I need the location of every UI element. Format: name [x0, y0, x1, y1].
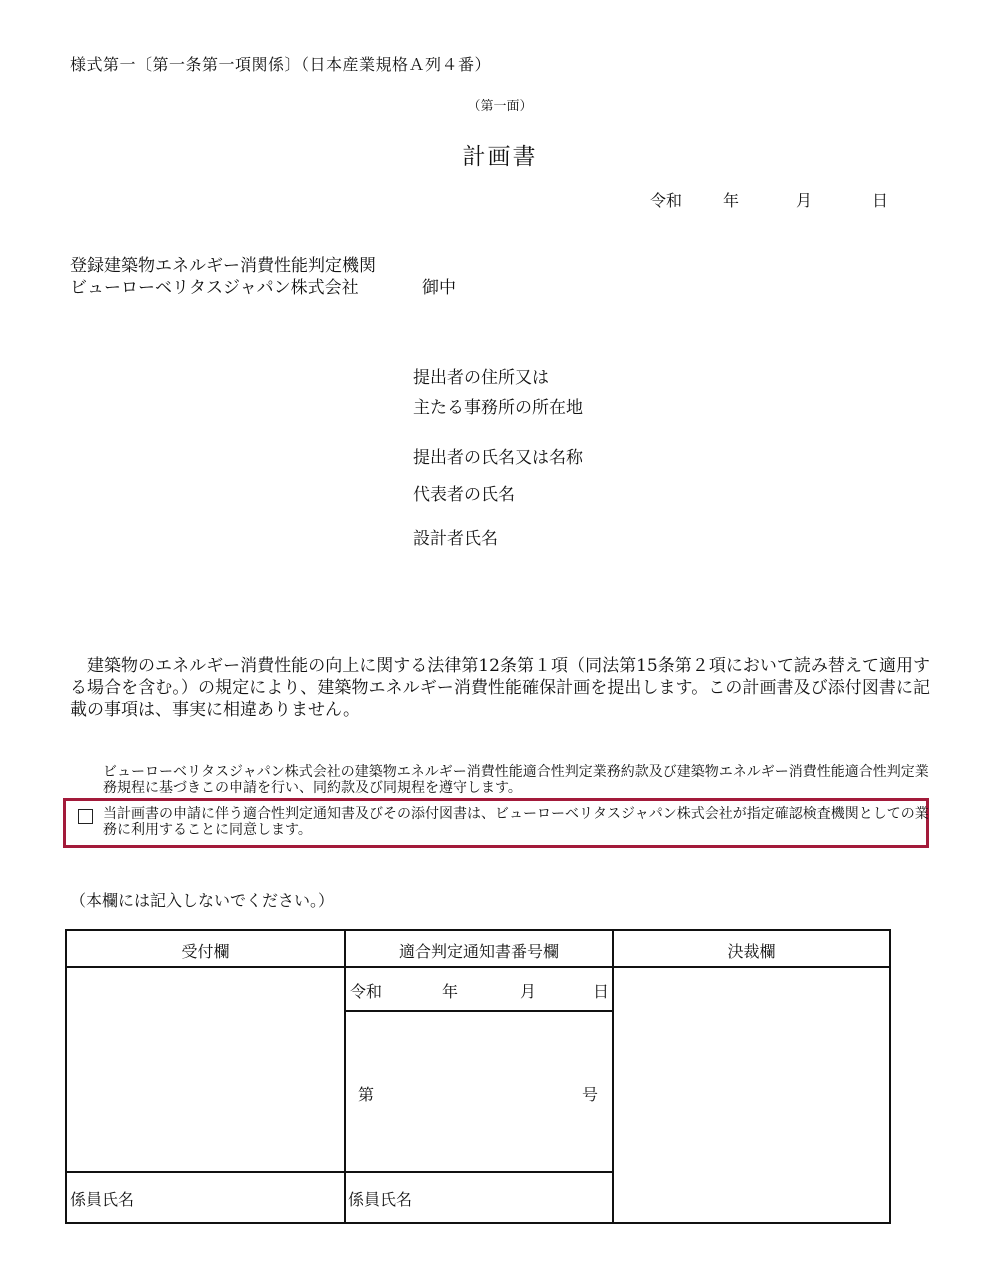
addressee-company: ビューローベリタスジャパン株式会社 — [70, 278, 359, 298]
header-notice-number: 適合判定通知書番号欄 — [398, 942, 559, 961]
staff-name-label-reception: 係員氏名 — [70, 1190, 135, 1209]
applicant-address-label-2: 主たる事務所の所在地 — [413, 398, 583, 418]
consent-checkbox[interactable] — [78, 809, 93, 824]
designer-name-label: 設計者氏名 — [413, 529, 498, 549]
header-reception: 受付欄 — [181, 942, 230, 961]
applicant-address-label: 提出者の住所又は — [413, 368, 549, 388]
rules-compliance-text: ビューローベリタスジャパン株式会社の建築物エネルギー消費性能適合性判定業務約款及び建築物エネルギー消費性能適合性判定業務規程に基づきこの申請を行い、同約款及び同規程を遵守します。 — [103, 764, 929, 796]
consent-text: 当計画書の申請に伴う適合性判定通知書及びその添付図書は、ビューローベリタスジャパン株式会社が指定確認検査機関としての業務に利用することに同意します。 — [103, 806, 929, 838]
table-column-divider-2 — [612, 931, 614, 1222]
declaration-paragraph — [70, 655, 930, 721]
page-title: 計画書 — [462, 144, 538, 170]
date-month-label: 月 — [796, 191, 813, 210]
notice-date-day-label: 日 — [593, 982, 610, 1001]
notice-number-prefix: 第 — [358, 1085, 375, 1104]
representative-name-label: 代表者の氏名 — [413, 485, 515, 505]
addressee-organization: 登録建築物エネルギー消費性能判定機関 — [70, 256, 376, 276]
date-era: 令和 — [650, 191, 683, 210]
form-identifier: 様式第一〔第一条第一項関係〕（日本産業規格Ａ列４番） — [70, 55, 492, 74]
date-day-label: 日 — [872, 191, 889, 210]
number-date-divider — [346, 1010, 612, 1012]
office-use-note: （本欄には記入しないでください。） — [70, 891, 335, 910]
declaration-text: 建築物のエネルギー消費性能の向上に関する法律第12条第１項（同法第15条第２項において読み替えて適用する場合を含む。）の規定により、建築物エネルギー消費性能確保計画を提出します。この計画書及び添付図書に記載の事項は、事実に相違ありません。 — [70, 656, 930, 720]
notice-number-suffix: 号 — [582, 1085, 599, 1104]
staff-row-divider — [67, 1171, 612, 1173]
notice-date-month-label: 月 — [520, 982, 537, 1001]
addressee-honorific: 御中 — [422, 278, 456, 298]
office-use-table — [65, 929, 891, 1224]
page-face-label: （第一面） — [467, 99, 533, 114]
table-header-divider — [67, 966, 889, 968]
staff-name-label-notice: 係員氏名 — [348, 1190, 413, 1209]
notice-date-year-label: 年 — [442, 982, 459, 1001]
date-year-label: 年 — [723, 191, 740, 210]
header-approval: 決裁欄 — [727, 942, 776, 961]
table-column-divider-1 — [344, 931, 346, 1222]
notice-date-era: 令和 — [350, 982, 383, 1001]
applicant-name-label: 提出者の氏名又は名称 — [413, 448, 583, 468]
